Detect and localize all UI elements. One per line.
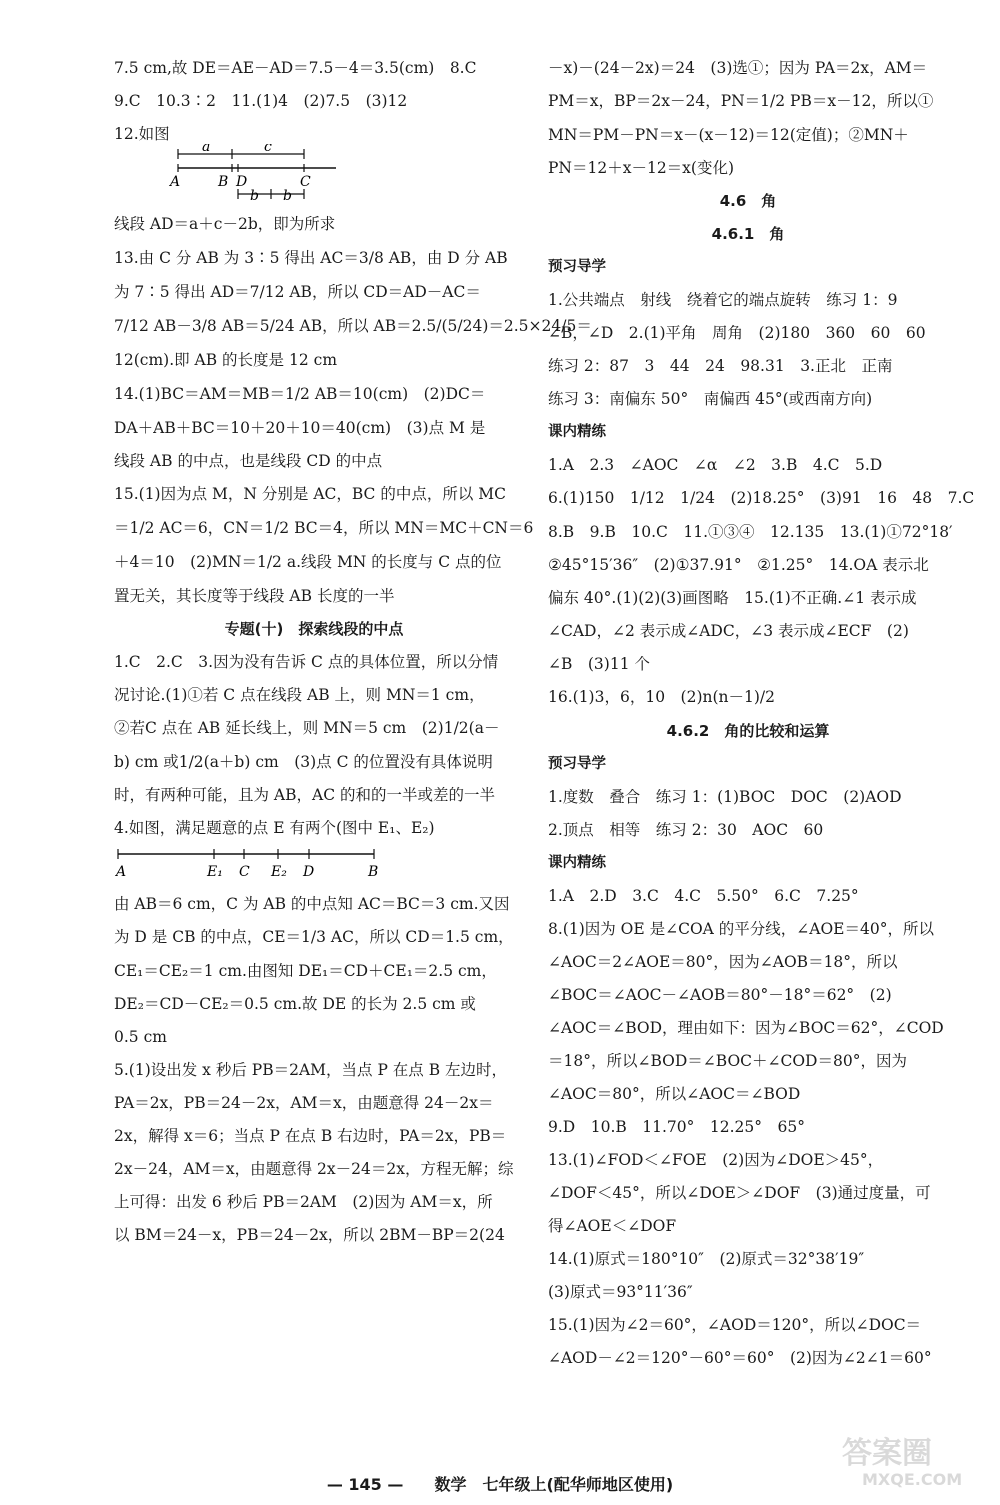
label-b1: b <box>250 188 259 204</box>
section-heading: 课内精练 <box>548 855 606 871</box>
section-heading: 预习导学 <box>548 756 606 772</box>
answer-line: 以 BM＝24－x，PB＝24－2x，所以 2BM－BP＝2(24 <box>114 1226 505 1244</box>
answer-line: 9.D 10.B 11.70° 12.25° 65° <box>548 1118 805 1136</box>
segment-diagram-q12 <box>114 144 514 204</box>
answer-line: 练习 3：南偏东 50° 南偏西 45°(或西南方向) <box>548 390 873 408</box>
answer-line: 12(cm).即 AB 的长度是 12 cm <box>114 351 338 369</box>
answer-line: ＝1/2 AC＝6，CN＝1/2 BC＝4，所以 MN＝MC＋CN＝6 <box>114 519 534 537</box>
point-D: D <box>303 864 315 880</box>
point-C: C <box>300 174 311 190</box>
answer-line: ②45°15′36″ (2)①37.91° ②1.25° 14.OA 表示北 <box>548 556 929 574</box>
answer-line: DA＋AB＋BC＝10＋20＋10＝40(cm) (3)点 M 是 <box>114 419 486 437</box>
answer-line: 得∠AOE＜∠DOF <box>548 1217 677 1235</box>
book-subject: 数学 七年级上(配华师地区使用) <box>434 1475 674 1494</box>
answer-line: 6.(1)150 1/12 1/24 (2)18.25° (3)91 16 48 7.C <box>548 489 975 507</box>
answer-line: 为 D 是 CB 的中点，CE＝1/3 AC，所以 CD＝1.5 cm， <box>114 928 514 946</box>
answer-line: ∠AOD－∠2＝120°－60°＝60° (2)因为∠2∠1＝60° <box>548 1349 932 1367</box>
answer-line: 14.(1)BC＝AM＝MB＝1/2 AB＝10(cm) (2)DC＝ <box>114 385 486 403</box>
answer-line: PM＝x，BP＝2x－24，PN＝1/2 PB＝x－12，所以① <box>548 92 934 110</box>
answer-line: 为 7∶5 得出 AD＝7/12 AB，所以 CD＝AD－AC＝ <box>114 283 481 301</box>
answer-line: 5.(1)设出发 x 秒后 PB＝2AM，当点 P 在点 B 左边时， <box>114 1061 508 1079</box>
answer-line: 2x，解得 x＝6；当点 P 在点 B 右边时，PA＝2x，PB＝ <box>114 1127 507 1145</box>
watermark-url: MXQE.COM <box>862 1470 963 1489</box>
point-E1: E₁ <box>207 864 223 880</box>
answer-line: ＝18°，所以∠BOD＝∠BOC＋∠COD＝80°，因为 <box>548 1052 907 1070</box>
subsection-title: 4.6.1 角 <box>711 225 785 243</box>
answer-line: 置无关，其长度等于线段 AB 长度的一半 <box>114 587 395 605</box>
answer-line: 练习 2：87 3 44 24 98.31 3.正北 正南 <box>548 357 893 375</box>
answer-line: ②若C 点在 AB 延长线上，则 MN＝5 cm (2)1/2(a－ <box>114 719 500 737</box>
point-D: D <box>236 174 248 190</box>
answer-line: 2x－24，AM＝x，由题意得 2x－24＝2x，方程无解；综 <box>114 1160 514 1178</box>
answer-line: ∠B，∠D 2.(1)平角 周角 (2)180 360 60 60 <box>548 324 926 342</box>
watermark-logo <box>836 1429 986 1491</box>
answer-line: ∠CAD，∠2 表示成∠ADC，∠3 表示成∠ECF (2) <box>548 622 909 640</box>
subsection-title: 4.6.2 角的比较和运算 <box>666 722 830 740</box>
answer-line: 8.B 9.B 10.C 11.①③④ 12.135 13.(1)①72°18′ <box>548 523 953 541</box>
answer-line: 1.A 2.3 ∠AOC ∠α ∠2 3.B 4.C 5.D <box>548 456 883 474</box>
answer-line: 7/12 AB－3/8 AB＝5/24 AB，所以 AB＝2.5/(5/24)＝2.5×24/5＝ <box>114 317 592 335</box>
answer-line: 16.(1)3，6，10 (2)n(n－1)/2 <box>548 688 776 706</box>
section-title: 专题(十) 探索线段的中点 <box>224 620 404 638</box>
answer-line: 15.(1)因为∠2＝60°，∠AOD＝120°，所以∠DOC＝ <box>548 1316 922 1334</box>
point-B: B <box>218 174 229 190</box>
answer-line: ∠AOC＝2∠AOE＝80°，因为∠AOB＝18°，所以 <box>548 953 898 971</box>
answer-line: 14.(1)原式＝180°10″ (2)原式＝32°38′19″ <box>548 1250 865 1268</box>
segment-diagram-q4 <box>114 840 514 884</box>
answer-line: 1.C 2.C 3.因为没有告诉 C 点的具体位置，所以分情 <box>114 653 499 671</box>
section-heading: 预习导学 <box>548 259 606 275</box>
answer-line: 上可得：出发 6 秒后 PB＝2AM (2)因为 AM＝x，所 <box>114 1193 493 1211</box>
answer-line: 偏东 40°.(1)(2)(3)画图略 15.(1)不正确.∠1 表示成 <box>548 589 917 607</box>
answer-line: PA＝2x，PB＝24－2x，AM＝x，由题意得 24－2x＝ <box>114 1094 494 1112</box>
point-C: C <box>239 864 250 880</box>
section-heading: 课内精练 <box>548 424 606 440</box>
answer-line: 0.5 cm <box>114 1028 167 1046</box>
answer-line: －x)－(24－2x)＝24 (3)选①；因为 PA＝2x，AM＝ <box>548 59 928 77</box>
answer-line: 8.(1)因为 OE 是∠COA 的平分线，∠AOE＝40°，所以 <box>548 920 934 938</box>
answer-line: 1.度数 叠合 练习 1：(1)BOC DOC (2)AOD <box>548 788 902 806</box>
answer-line: b) cm 或1/2(a＋b) cm (3)点 C 的位置没有具体说明 <box>114 753 493 771</box>
label-a: a <box>202 144 211 155</box>
answer-line: DE₂＝CD－CE₂＝0.5 cm.故 DE 的长为 2.5 cm 或 <box>114 995 476 1013</box>
answer-line: ∠B (3)11 个 <box>548 655 650 673</box>
answer-line: 1.A 2.D 3.C 4.C 5.50° 6.C 7.25° <box>548 887 859 905</box>
answer-line: 时，有两种可能，且为 AB，AC 的和的一半或差的一半 <box>114 786 495 804</box>
page-number: — 145 — <box>326 1475 404 1494</box>
point-B: B <box>368 864 379 880</box>
answer-line: 13.(1)∠FOD＜∠FOE (2)因为∠DOE＞45°， <box>548 1151 884 1169</box>
section-title: 4.6 角 <box>719 192 777 210</box>
point-A: A <box>170 174 181 190</box>
answer-line: CE₁＝CE₂＝1 cm.由图知 DE₁＝CD＋CE₁＝2.5 cm， <box>114 962 497 980</box>
point-E2: E₂ <box>271 864 287 880</box>
watermark-text: 答案圈 <box>842 1436 932 1471</box>
answer-line: ∠DOF＜45°，所以∠DOE＞∠DOF (3)通过度量，可 <box>548 1184 931 1202</box>
answer-line: 13.由 C 分 AB 为 3∶5 得出 AC＝3/8 AB，由 D 分 AB <box>114 249 508 267</box>
answer-line: PN＝12＋x－12＝x(变化) <box>548 159 735 177</box>
answer-line: ∠AOC＝∠BOD，理由如下：因为∠BOC＝62°，∠COD <box>548 1019 944 1037</box>
answer-line: 15.(1)因为点 M，N 分别是 AC，BC 的中点，所以 MC <box>114 485 506 503</box>
answer-line: 由 AB＝6 cm，C 为 AB 的中点知 AC＝BC＝3 cm.又因 <box>114 895 510 913</box>
answer-line: MN＝PM－PN＝x－(x－12)＝12(定值)；②MN＋ <box>548 126 909 144</box>
answer-line: (3)原式＝93°11′36″ <box>548 1283 693 1301</box>
answer-line: 2.顶点 相等 练习 2：30 AOC 60 <box>548 821 824 839</box>
answer-line: 12.如图 <box>114 125 170 143</box>
answer-line: ＋4＝10 (2)MN＝1/2 a.线段 MN 的长度与 C 点的位 <box>114 553 502 571</box>
segment-diagram-svg <box>114 840 514 884</box>
answer-line: 1.公共端点 射线 绕着它的端点旋转 练习 1：9 <box>548 291 898 309</box>
answer-line: ∠AOC＝80°，所以∠AOC＝∠BOD <box>548 1085 801 1103</box>
answer-line: 4.如图，满足题意的点 E 有两个(图中 E₁、E₂) <box>114 819 435 837</box>
answer-line: ∠BOC＝∠AOC－∠AOB＝80°－18°＝62° (2) <box>548 986 892 1004</box>
right-column <box>548 58 975 1381</box>
point-A: A <box>116 864 127 880</box>
answer-line: 9.C 10.3∶2 11.(1)4 (2)7.5 (3)12 <box>114 92 408 110</box>
segment-diagram-svg <box>114 144 514 204</box>
label-c: c <box>264 144 272 155</box>
answer-line: 线段 AB 的中点，也是线段 CD 的中点 <box>114 452 383 470</box>
answer-line: 况讨论.(1)①若 C 点在线段 AB 上，则 MN＝1 cm， <box>114 686 485 704</box>
label-b2: b <box>283 188 292 204</box>
answer-line: 线段 AD＝a＋c－2b，即为所求 <box>114 215 336 233</box>
answer-line: 7.5 cm,故 DE＝AE－AD＝7.5－4＝3.5(cm) 8.C <box>114 59 477 77</box>
